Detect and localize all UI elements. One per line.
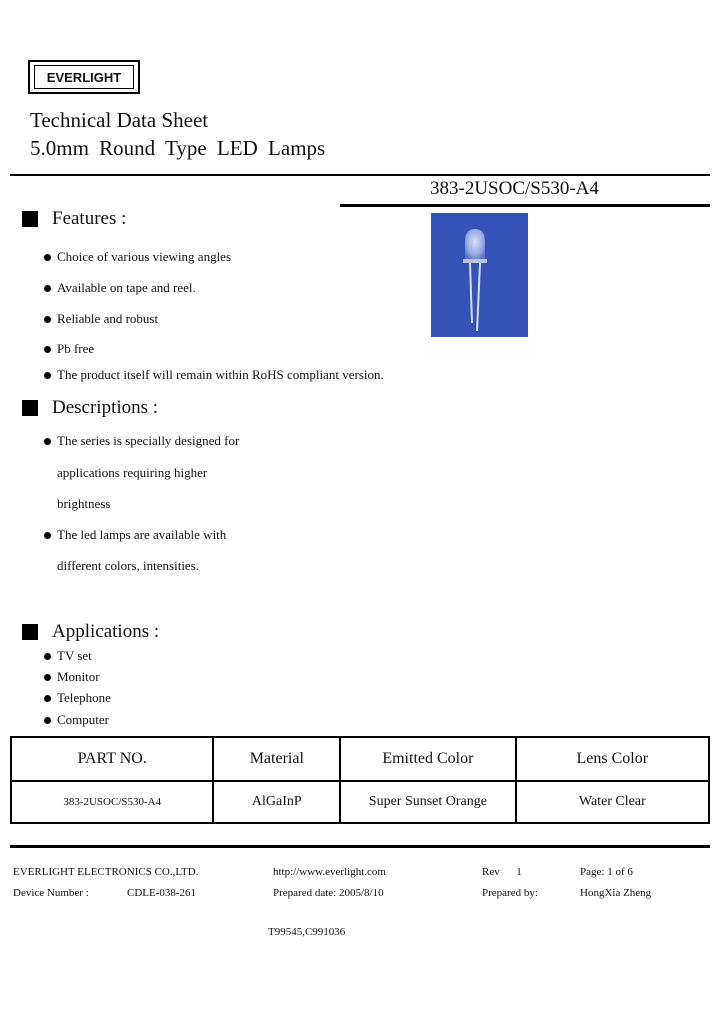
application-item: TV set (44, 648, 92, 664)
table-cell: Water Clear (516, 781, 709, 823)
section-square-icon (22, 400, 38, 416)
prepared-date: Prepared date: 2005/8/10 (273, 887, 384, 899)
prepared-by-label: Prepared by: (482, 887, 538, 899)
table-header-cell: Emitted Color (340, 737, 515, 781)
footer-divider (10, 845, 710, 848)
revision: Rev 1 (482, 866, 522, 878)
document-code: T99545,C991036 (268, 926, 346, 938)
feature-item: Available on tape and reel. (44, 280, 196, 296)
doc-subtitle: 5.0mm Round Type LED Lamps (30, 136, 326, 160)
section-square-icon (22, 211, 38, 227)
bullet-icon (44, 717, 51, 724)
prepared-by: HongXia Zheng (580, 887, 652, 899)
application-item: Computer (44, 712, 109, 728)
feature-item: Choice of various viewing angles (44, 249, 231, 265)
bullet-icon (44, 254, 51, 261)
led-lamp-image (431, 213, 528, 337)
bullet-icon (44, 532, 51, 539)
company-url[interactable]: http://www.everlight.com (273, 866, 386, 878)
device-number-label: Device Number : (13, 887, 89, 899)
table-cell: 383-2USOC/S530-A4 (11, 781, 213, 823)
doc-title: Technical Data Sheet (30, 108, 209, 132)
everlight-logo (28, 60, 140, 94)
feature-item: Pb free (44, 341, 94, 357)
application-item: Monitor (44, 669, 100, 685)
applications-heading: Applications : (22, 621, 159, 643)
feature-item: Reliable and robust (44, 311, 158, 327)
bullet-icon (44, 674, 51, 681)
description-item: The series is specially designed for (44, 433, 239, 449)
bullet-icon (44, 285, 51, 292)
bullet-icon (44, 316, 51, 323)
table-cell: Super Sunset Orange (340, 781, 515, 823)
description-line: applications requiring higher (57, 465, 208, 480)
bullet-icon (44, 438, 51, 445)
part-number: 383-2USOC/S530-A4 (430, 178, 599, 199)
table-row (11, 781, 709, 823)
page-indicator: Page: 1 of 6 (580, 866, 633, 878)
table-cell: AlGaInP (213, 781, 340, 823)
company-name: EVERLIGHT ELECTRONICS CO.,LTD. (13, 866, 199, 878)
device-number: CDLE-038-261 (127, 887, 197, 899)
spec-table (10, 736, 710, 824)
description-item: The led lamps are available with (44, 527, 226, 543)
table-header-cell: Material (213, 737, 340, 781)
table-header-row (11, 737, 709, 781)
descriptions-heading: Descriptions : (22, 397, 158, 419)
bullet-icon (44, 653, 51, 660)
table-header-cell: Lens Color (516, 737, 709, 781)
description-line: brightness (57, 496, 111, 511)
part-number-underline (340, 204, 710, 207)
table-header-cell: PART NO. (11, 737, 213, 781)
logo-text: EVERLIGHT (34, 65, 134, 89)
bullet-icon (44, 695, 51, 702)
feature-item: The product itself will remain within RoHS compliant version. (44, 367, 384, 383)
description-line: different colors, intensities. (57, 558, 200, 573)
bullet-icon (44, 372, 51, 379)
led-product-photo (431, 213, 528, 337)
bullet-icon (44, 346, 51, 353)
features-heading: Features : (22, 208, 126, 230)
top-divider (10, 174, 710, 176)
section-square-icon (22, 624, 38, 640)
application-item: Telephone (44, 690, 111, 706)
